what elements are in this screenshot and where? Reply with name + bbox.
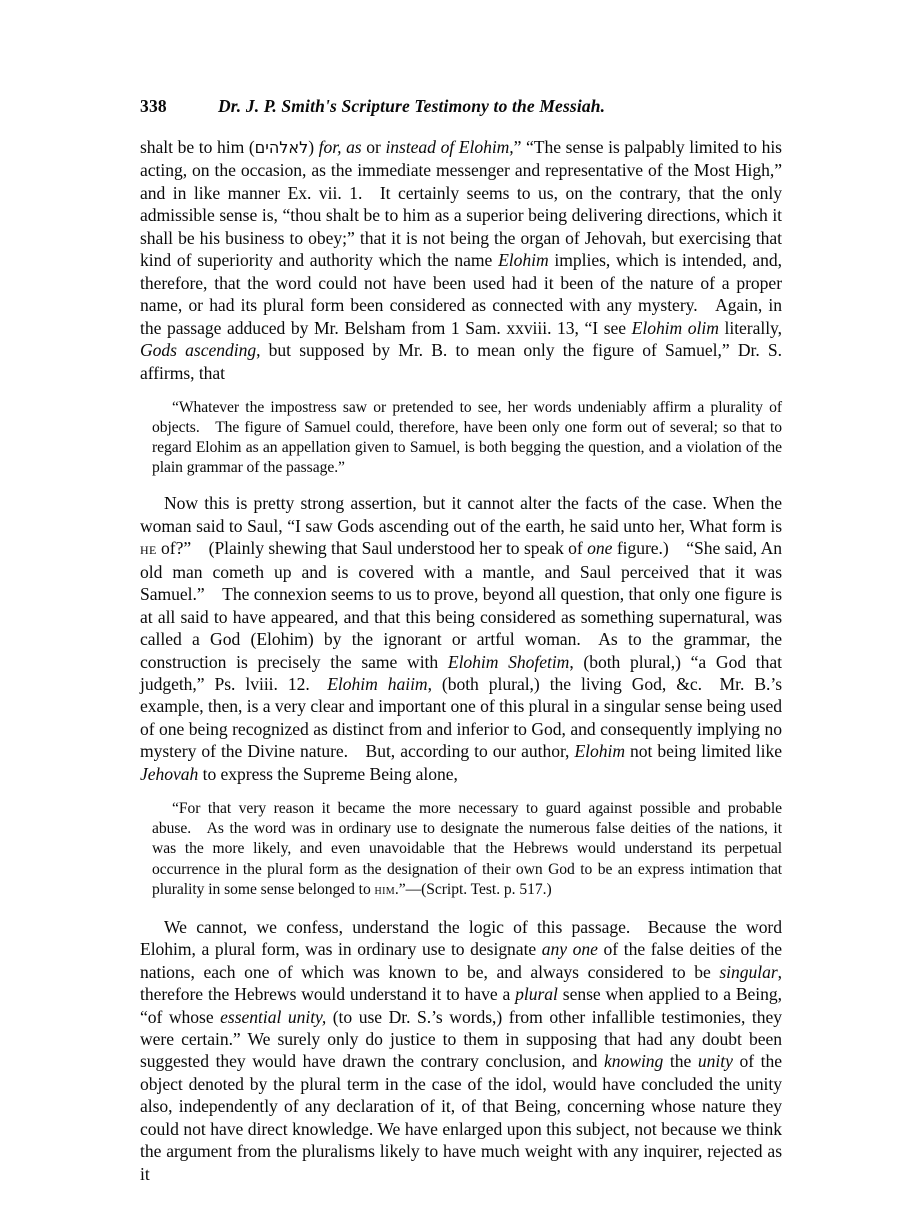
quote2-citation: .”—(Script. Test. p. 517.) <box>394 880 552 898</box>
para3-italic-any-one: any one <box>541 939 598 960</box>
para2-text-1: Now this is pretty strong assertion, but it cannot alter the facts of the case. When the woman said to Saul, “I saw Gods ascending out of the earth, he said unto her, What form is <box>140 493 782 536</box>
para3-italic-essential-unity: essential unity, <box>220 1006 327 1027</box>
para1-text-1: shalt be to him ( <box>140 137 255 157</box>
page-number: 338 <box>140 96 167 116</box>
para3-italic-plural: plural <box>515 984 558 1005</box>
para2-text-5: , (both plural,) the living God, &c. Mr. B.’s example, then, is a very clear and important one of this plural in a singular sense being used of one being recognized as distinct from and inferior to God, and consequently implying no mystery of the Divine nature. But, according to our author, <box>140 673 782 762</box>
para2-italic-elohim-haiim: Elohim haiim <box>327 673 428 694</box>
para2-text-2: of?” (Plainly shewing that Saul understood her to speak of <box>156 538 588 559</box>
para1-text-6: implies, which is intended, and, therefore, that the word could not have been used had it been of the nature of a proper name, or had its plural form been considered as connected with any mystery. Again, in the passage adduced by Mr. Belsham from 1 Sam. xxviii. 13, “I see <box>140 250 782 338</box>
para3-text-5: (to use Dr. S.’s words,) from other infallible testimonies, they were certain.” We surely only do justice to them in supposing that had any doubt been suggested they would have drawn the contrary conclusion, and <box>140 1006 782 1072</box>
para2-text-7: to express the Supreme Being alone, <box>198 763 458 784</box>
quote2-smallcaps-him: him <box>374 881 395 898</box>
para1-text-7: literally, <box>718 317 782 338</box>
spacer-2 <box>140 478 782 492</box>
para3-text-4: sense when applied to a Being, “of whose <box>140 984 782 1027</box>
para2-italic-elohim: Elohim <box>574 741 625 762</box>
para1-text-5: ” “The sense is palpably limited to his acting, on the occasion, as the immediate messenger and representative of the Most High,” and in like manner Ex. vii. 1. It certainly seems to us, on the contrary, that the only admissible sense is, “thou shalt be to him as a superior being delivering directions, which it shall be his business to obey;” that it is not being the organ of Jehovah, but exercising that kind of superiority and authority which the name <box>140 137 782 271</box>
blockquote-2-text <box>152 799 782 899</box>
spacer-4 <box>140 900 782 916</box>
para2-italic-elohim-shofetim: Elohim Shofetim <box>447 651 570 672</box>
para2-italic-one: one <box>587 538 613 559</box>
para1-italic-as: as <box>346 137 362 157</box>
para2-text-6: not being limited like <box>624 741 782 762</box>
page-text-block <box>140 96 782 1185</box>
para1-text-4: or <box>361 137 386 157</box>
paragraph-3 <box>140 916 782 1185</box>
para3-text-3: , therefore the Hebrews would understand it to have a <box>140 961 782 1005</box>
para1-italic-elohim: Elohim <box>498 250 549 271</box>
quote2-text-1: “For that very reason it became the more necessary to guard against possible and probable abuse. As the word was in ordinary use to designate the numerous false deities of the nations, it was the more likely, and even unavoidable that the Hebrews would understand its perpetual occurrence in the plural form as the designation of their own God to be an express intimation that plurality in some sense belonged to <box>152 800 782 898</box>
running-title: Dr. J. P. Smith's Scripture Testimony to the Messiah. <box>218 96 606 116</box>
para1-italic-instead-of-elohim: instead of Elohim, <box>385 137 514 157</box>
paragraph-2 <box>140 492 782 785</box>
para1-italic-elohim-olim: Elohim olim <box>631 317 719 338</box>
para1-italic-for: for, <box>318 137 342 157</box>
para1-text-8: , but supposed by Mr. B. to mean only the figure of Samuel,” Dr. S. affirms, that <box>140 340 782 383</box>
para2-italic-jehovah: Jehovah <box>140 763 199 784</box>
para3-text-1: We cannot, we confess, understand the logic of this passage. Because the word Elohim, a plural form, was in ordinary use to designate <box>140 916 782 960</box>
para3-italic-unity: unity <box>697 1051 733 1072</box>
para3-text-2: of the false deities of the nations, each one of which was known to be, and always considered to be <box>140 939 783 982</box>
spacer-1 <box>140 384 782 398</box>
blockquote-1-text: “Whatever the impostress saw or pretended to see, her words undeniably affirm a plurality of objects. The figure of Samuel could, therefore, have been only one form out of several; so that to regard Elohim as an appellation given to Samuel, is both begging the question, and a violation of the plain grammar of the passage.” <box>152 398 782 477</box>
paragraph-1 <box>140 136 782 384</box>
hebrew-word-laelohim: לאלהים <box>254 138 309 157</box>
blockquote-1 <box>140 398 782 478</box>
para3-italic-knowing: knowing <box>604 1051 664 1072</box>
para1-text-2: ) <box>308 137 319 157</box>
running-head <box>140 96 782 130</box>
para3-text-7: of the object denoted by the plural term in the case of the idol, would have concluded the unity also, independently of any declaration of it, of that Being, concerning whose nature they could not have direct knowledge. We have enlarged upon this subject, not because we think the argument from the pluralisms likely to have much weight with any inquirer, rejected as it <box>140 1051 782 1184</box>
para3-italic-singular: singular <box>719 961 778 982</box>
blockquote-2 <box>140 799 782 899</box>
para3-text-6: the <box>663 1051 698 1072</box>
para1-italic-gods-ascending: Gods ascending <box>140 340 257 361</box>
para2-smallcaps-he: he <box>140 539 157 559</box>
para2-text-4: , (both plural,) “a God that judgeth,” Ps. lviii. 12. <box>140 651 782 694</box>
spacer-3 <box>140 785 782 799</box>
para2-text-3: figure.) “She said, An old man cometh up and is covered with a mantle, and Saul perceived that it was Samuel.” The connexion seems to us to prove, beyond all question, that only one figure is at all said to have appeared, and that this being considered as something supernatural, was called a God (Elohim) by the ignorant or artful woman. As to the grammar, the construction is precisely the same with <box>140 538 782 672</box>
